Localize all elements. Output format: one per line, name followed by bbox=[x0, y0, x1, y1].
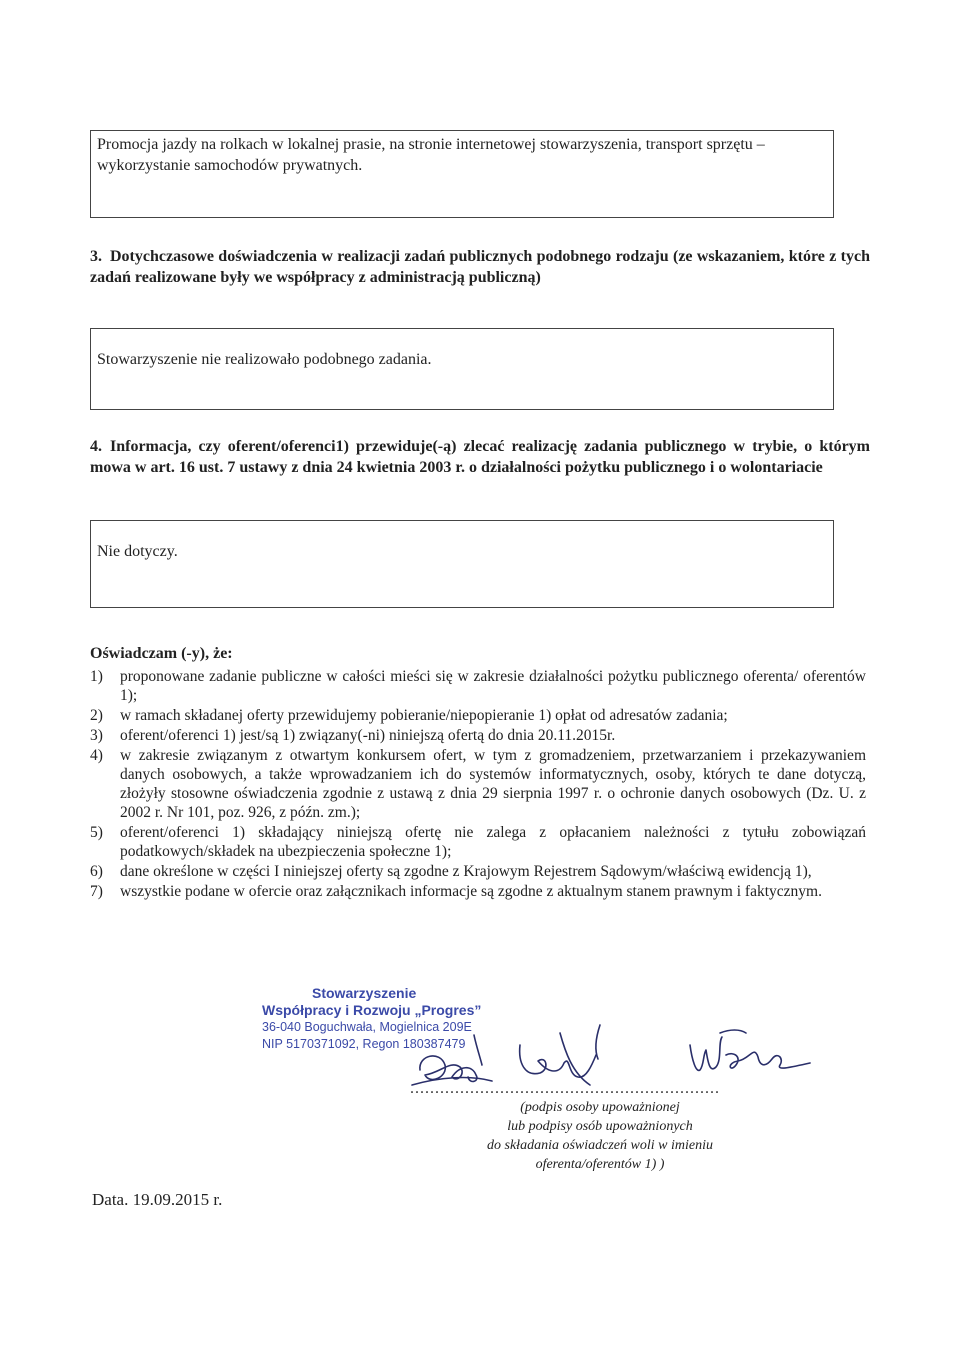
activity-description-box bbox=[90, 130, 834, 218]
stamp-line-3: 36-040 Boguchwała, Mogielnica 209E bbox=[262, 1020, 472, 1034]
section-3-heading-text: Dotychczasowe doświadczenia w realizacji zadań publicznych podobnego rodzaju (ze wskazaniem, które z tych zadań realizowane były we współpracy z administracją publiczną) bbox=[90, 248, 870, 286]
section-4-heading-text: Informacja, czy oferent/oferenci1) przewiduje(-ą) zlecać realizację zadania publicznego w trybie, o którym mowa w art. 16 ust. 7 ustawy z dnia 24 kwietnia 2003 r. o działalności pożytku publicznego i o wolontariacie bbox=[90, 438, 870, 476]
declaration-list bbox=[90, 667, 866, 902]
stamp-line-1: Stowarzyszenie bbox=[312, 985, 417, 1001]
document-date: Data. 19.09.2015 r. bbox=[92, 1190, 223, 1209]
declaration-item: 3) oferent/oferenci 1) jest/są 1) związany(-ni) niniejszą ofertą do dnia 20.11.2015r. bbox=[90, 727, 616, 744]
declaration-item: 7) wszystkie podane w ofercie oraz załącznikach informacje są zgodne z aktualnym stanem prawnym i faktycznym. bbox=[90, 883, 822, 900]
section-4-answer: Nie dotyczy. bbox=[97, 543, 178, 560]
section-3-number: 3. bbox=[90, 248, 102, 265]
signature-caption-line-1: (podpis osoby upoważnionej bbox=[520, 1100, 680, 1115]
activity-description-text: Promocja jazdy na rolkach w lokalnej prasie, na stronie internetowej stowarzyszenia, transport sprzętu – wykorzystanie samochodów prywatnych. bbox=[97, 136, 765, 174]
signature-caption-line-4: oferenta/oferentów 1) ) bbox=[535, 1157, 665, 1172]
signature-caption bbox=[440, 1098, 760, 1174]
stamp-line-2: Współpracy i Rozwoju „Progres” bbox=[262, 1002, 482, 1018]
signature-caption-line-2: lub podpisy osób upoważnionych bbox=[507, 1119, 693, 1134]
declaration-title: Oświadczam (-y), że: bbox=[90, 645, 233, 662]
stamp-line-4: NIP 5170371092, Regon 180387479 bbox=[262, 1037, 466, 1051]
declaration-item: 1) proponowane zadanie publiczne w całości mieści się w zakresie działalności pożytku publicznego oferenta/ oferentów 1); bbox=[90, 668, 866, 704]
section-4-number: 4. bbox=[90, 438, 102, 455]
declaration-item: 5) oferent/oferenci 1) składający niniejszą ofertę nie zalega z opłacaniem należności z tytułu zobowiązań podatkowych/składek na ubezpieczenia społeczne 1); bbox=[90, 824, 866, 860]
signature-caption-line-3: do składania oświadczeń woli w imieniu bbox=[487, 1138, 713, 1153]
declaration-item: 4) w zakresie związanym z otwartym konkursem ofert, w tym z gromadzeniem, przetwarzaniem i przekazywaniem danych osobowych, a także wprowadzaniem ich do systemów informatycznych, osoby, których te dane dotyczą, złożyły stosowne oświadczenia zgodnie z ustawą z dnia 29 sierpnia 1997 r. o ochronie danych osobowych (Dz. U. z 2002 r. Nr 101, poz. 926, z późn. zm.); bbox=[90, 747, 866, 821]
section-3-answer-box bbox=[90, 328, 834, 410]
section-3-heading bbox=[90, 246, 870, 288]
declaration-item: 2) w ramach składanej oferty przewidujemy pobieranie/niepopieranie 1) opłat od adresatów zadania; bbox=[90, 707, 728, 724]
section-4-answer-box bbox=[90, 520, 834, 608]
declaration-item: 6) dane określone w części I niniejszej oferty są zgodne z Krajowym Rejestrem Sądowym/właściwą ewidencją 1), bbox=[90, 863, 812, 880]
section-4-heading bbox=[90, 436, 870, 478]
signature-line: .............................................................. bbox=[410, 1080, 720, 1097]
section-3-answer: Stowarzyszenie nie realizowało podobnego zadania. bbox=[97, 351, 432, 368]
